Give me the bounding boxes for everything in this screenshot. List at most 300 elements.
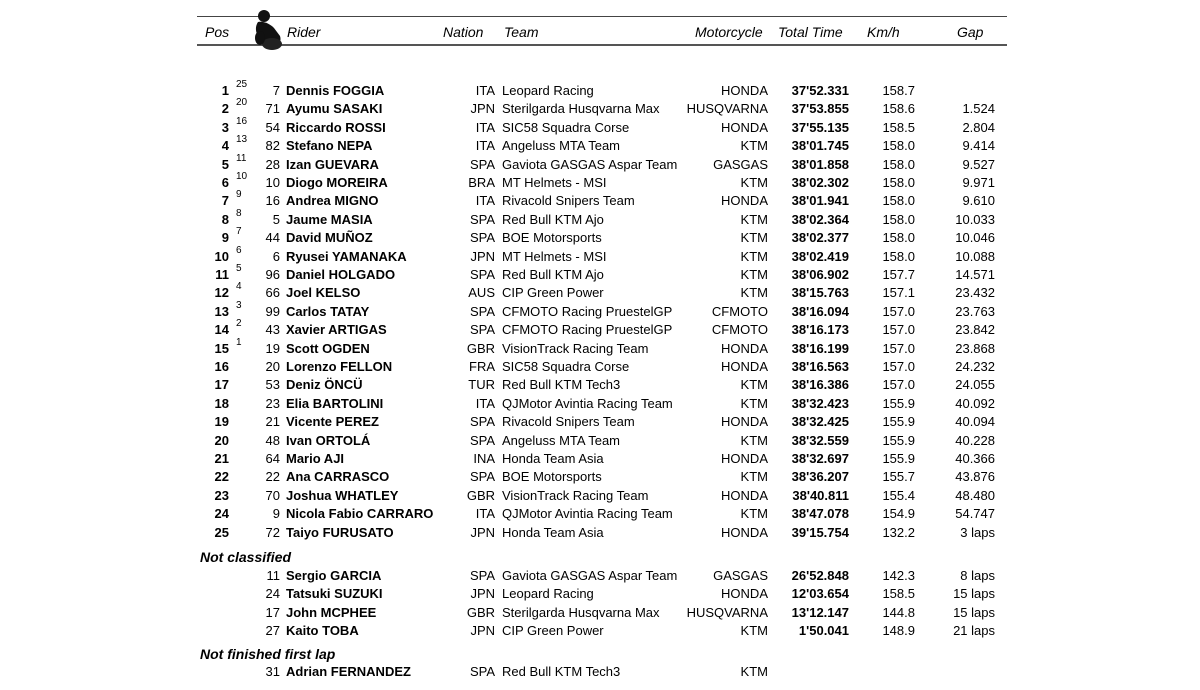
cell-rider: Daniel HOLGADO (286, 267, 396, 282)
cell-gap: 10.033 (955, 211, 995, 227)
cell-pos: 21 (214, 451, 229, 466)
table-row (0, 318, 1200, 339)
cell-time: 38'16.094 (791, 303, 849, 319)
cell-team: Angeluss MTA Team (502, 138, 621, 154)
cell-kmh: 154.9 (882, 506, 915, 522)
cell-pos: 17 (214, 377, 229, 393)
cell-num: 23 (265, 395, 280, 411)
cell-nation: ITA (475, 193, 495, 209)
cell-rider: Scott OGDEN (286, 340, 370, 356)
cell-nation: SPA (469, 211, 495, 227)
cell-pos: 9 (221, 230, 229, 246)
cell-time: 13'12.147 (791, 604, 849, 620)
cell-nation: JPN (470, 248, 495, 264)
cell-num: 9 (272, 506, 280, 522)
cell-nation: SPA (469, 432, 495, 448)
cell-num: 64 (265, 451, 280, 466)
cell-rider: Vicente PEREZ (286, 414, 379, 430)
cell-team: Leopard Racing (502, 83, 594, 98)
cell-motorcycle: KTM (740, 248, 768, 264)
cell-kmh: 158.0 (882, 193, 915, 209)
cell-num: 53 (265, 377, 280, 393)
cell-kmh: 148.9 (882, 623, 915, 639)
cell-gap: 10.046 (955, 230, 995, 246)
cell-pts: 9 (236, 189, 242, 201)
cell-pts: 7 (236, 226, 242, 238)
cell-motorcycle: GASGAS (713, 568, 768, 583)
table-row (0, 115, 1200, 137)
cell-rider: Ana CARRASCO (286, 469, 390, 485)
cell-team: Rivacold Snipers Team (502, 414, 635, 430)
cell-pos: 14 (214, 322, 229, 338)
cell-num: 22 (265, 469, 280, 485)
cell-time: 37'55.135 (791, 119, 849, 135)
table-row (0, 244, 1200, 266)
cell-nation: SPA (469, 322, 495, 338)
cell-kmh: 155.9 (882, 395, 915, 411)
table-row (0, 281, 1200, 302)
col-header-motorcycle: Motorcycle (695, 24, 763, 40)
cell-team: Gaviota GASGAS Aspar Team (502, 568, 678, 583)
cell-gap: 2.804 (962, 119, 995, 135)
cell-team: MT Helmets - MSI (502, 175, 607, 190)
cell-time: 38'06.902 (791, 267, 849, 282)
cell-kmh: 157.0 (882, 359, 915, 374)
cell-motorcycle: KTM (740, 395, 768, 411)
cell-time: 1'50.041 (798, 623, 849, 639)
cell-gap: 40.228 (955, 432, 995, 448)
cell-rider: Joel KELSO (286, 285, 361, 301)
cell-pos: 18 (214, 395, 229, 411)
cell-nation: SPA (469, 303, 495, 319)
cell-team: Gaviota GASGAS Aspar Team (502, 156, 678, 172)
cell-rider: Adrian FERNANDEZ (286, 664, 411, 679)
cell-team: Rivacold Snipers Team (502, 193, 635, 209)
cell-time: 38'02.364 (791, 211, 849, 227)
cell-team: QJMotor Avintia Racing Team (502, 506, 673, 522)
table-row (0, 376, 1200, 394)
table-row (0, 97, 1200, 118)
cell-num: 6 (272, 248, 280, 264)
cell-pts: 25 (236, 79, 248, 90)
col-header-rider: Rider (287, 24, 321, 40)
cell-gap: 8 laps (960, 568, 995, 583)
cell-nation: GBR (466, 340, 495, 356)
cell-gap: 23.763 (955, 303, 995, 319)
cell-gap: 48.480 (955, 487, 995, 503)
cell-gap: 40.366 (955, 451, 995, 466)
cell-time: 38'32.697 (791, 451, 849, 466)
cell-team: Leopard Racing (502, 586, 594, 602)
cell-rider: Mario AJI (286, 451, 345, 466)
cell-pos: 20 (214, 432, 229, 448)
cell-nation: AUS (468, 285, 495, 301)
cell-time: 12'03.654 (791, 586, 849, 602)
cell-time: 38'16.173 (791, 322, 849, 338)
cell-nation: JPN (470, 524, 495, 540)
cell-rider: Ayumu SASAKI (286, 101, 383, 117)
cell-nation: ITA (475, 395, 495, 411)
cell-pos: 22 (214, 469, 229, 485)
section-not-classified: Not classified (200, 549, 292, 565)
cell-motorcycle: HUSQVARNA (686, 604, 768, 620)
cell-rider: Carlos TATAY (286, 303, 370, 319)
cell-motorcycle: HONDA (721, 451, 768, 466)
cell-pts: 3 (236, 299, 242, 311)
cell-kmh: 157.0 (882, 340, 915, 356)
cell-pts: 4 (236, 281, 242, 293)
cell-kmh: 158.5 (882, 586, 915, 602)
cell-time: 38'32.425 (791, 414, 849, 430)
table-row (0, 487, 1200, 505)
cell-rider: Kaito TOBA (286, 623, 359, 639)
cell-team: BOE Motorsports (502, 230, 602, 246)
cell-time: 38'01.941 (791, 193, 849, 209)
cell-nation: INA (473, 451, 495, 466)
cell-pos: 15 (214, 340, 229, 356)
cell-gap: 9.527 (962, 156, 995, 172)
cell-motorcycle: HONDA (721, 524, 768, 540)
cell-nation: JPN (470, 101, 495, 117)
cell-num: 96 (265, 267, 280, 282)
cell-kmh: 155.9 (882, 451, 915, 466)
cell-num: 21 (265, 414, 280, 430)
cell-nation: SPA (469, 568, 495, 583)
cell-nation: JPN (470, 623, 495, 639)
cell-motorcycle: HONDA (721, 586, 768, 602)
cell-nation: TUR (468, 377, 495, 393)
cell-gap: 40.092 (955, 395, 995, 411)
cell-num: 72 (265, 524, 280, 540)
col-header-pos: Pos (205, 24, 230, 40)
cell-team: Red Bull KTM Tech3 (502, 377, 621, 393)
cell-rider: Taiyo FURUSATO (286, 524, 394, 540)
cell-rider: Nicola Fabio CARRARO (286, 506, 434, 522)
cell-kmh: 132.2 (882, 524, 915, 540)
cell-team: CIP Green Power (502, 285, 604, 301)
cell-team: CFMOTO Racing PruestelGP (502, 303, 673, 319)
cell-rider: Xavier ARTIGAS (286, 322, 387, 338)
cell-num: 70 (265, 487, 280, 503)
cell-motorcycle: CFMOTO (711, 322, 768, 338)
table-row (0, 524, 1200, 542)
cell-gap: 40.094 (955, 414, 995, 430)
cell-time: 39'15.754 (791, 524, 849, 540)
table-row (0, 226, 1200, 247)
cell-num: 44 (265, 230, 280, 246)
table-row (0, 336, 1200, 358)
cell-time: 38'02.419 (791, 248, 849, 264)
cell-rider: Stefano NEPA (286, 138, 373, 154)
cell-pos: 2 (221, 101, 229, 117)
cell-gap: 9.414 (962, 138, 995, 154)
cell-pos: 4 (221, 138, 229, 154)
cell-num: 82 (265, 138, 280, 154)
cell-time: 38'32.559 (791, 432, 849, 448)
cell-num: 19 (265, 340, 280, 356)
cell-gap: 3 laps (960, 524, 995, 540)
table-row (0, 505, 1200, 523)
col-header-kmh: Km/h (867, 24, 900, 40)
cell-motorcycle: KTM (740, 664, 768, 679)
cell-gap: 9.971 (962, 175, 995, 190)
cell-time: 38'02.377 (791, 230, 849, 246)
cell-nation: JPN (470, 586, 495, 602)
cell-num: 20 (265, 359, 280, 374)
cell-pts: 16 (236, 115, 248, 127)
cell-team: QJMotor Avintia Racing Team (502, 395, 673, 411)
table-row (0, 79, 1200, 100)
cell-motorcycle: KTM (740, 506, 768, 522)
cell-gap: 54.747 (955, 506, 995, 522)
cell-kmh: 158.0 (882, 211, 915, 227)
cell-team: VisionTrack Racing Team (502, 487, 649, 503)
cell-gap: 23.842 (955, 322, 995, 338)
cell-team: BOE Motorsports (502, 469, 602, 485)
cell-kmh: 157.7 (882, 267, 915, 282)
cell-motorcycle: KTM (740, 469, 768, 485)
cell-kmh: 157.0 (882, 322, 915, 338)
cell-kmh: 142.3 (882, 568, 915, 583)
cell-rider: Dennis FOGGIA (286, 83, 385, 98)
cell-time: 38'16.563 (791, 359, 849, 374)
cell-time: 37'52.331 (791, 83, 849, 98)
cell-time: 38'01.858 (791, 156, 849, 172)
cell-gap: 14.571 (955, 267, 995, 282)
cell-nation: BRA (468, 175, 495, 190)
cell-pos: 5 (221, 156, 229, 172)
table-row (0, 432, 1200, 450)
cell-time: 38'36.207 (791, 469, 849, 485)
cell-num: 5 (272, 211, 280, 227)
cell-team: Sterilgarda Husqvarna Max (502, 101, 660, 117)
cell-time: 38'40.811 (792, 487, 849, 503)
table-row (0, 299, 1200, 321)
cell-num: 17 (265, 604, 280, 620)
cell-time: 38'32.423 (791, 395, 849, 411)
cell-pos: 7 (221, 193, 229, 209)
cell-motorcycle: HUSQVARNA (686, 101, 768, 117)
cell-rider: Ryusei YAMANAKA (286, 248, 407, 264)
cell-pos: 19 (214, 414, 229, 430)
cell-motorcycle: HONDA (721, 487, 768, 503)
cell-num: 66 (265, 285, 280, 301)
cell-motorcycle: KTM (740, 175, 768, 190)
cell-pos: 11 (215, 267, 229, 282)
cell-kmh: 155.9 (882, 432, 915, 448)
table-row (0, 152, 1200, 174)
cell-gap: 23.868 (955, 340, 995, 356)
cell-motorcycle: KTM (740, 267, 768, 282)
cell-gap: 23.432 (955, 285, 995, 301)
cell-pos: 6 (221, 175, 229, 190)
cell-kmh: 157.0 (882, 303, 915, 319)
cell-rider: Jaume MASIA (286, 211, 373, 227)
col-header-team: Team (504, 24, 539, 40)
cell-time: 38'15.763 (791, 285, 849, 301)
cell-motorcycle: HONDA (721, 340, 768, 356)
cell-gap: 15 laps (953, 604, 995, 620)
cell-pos: 10 (214, 248, 229, 264)
col-header-nation: Nation (443, 24, 484, 40)
table-row (0, 567, 1200, 585)
cell-rider: Diogo MOREIRA (286, 175, 388, 190)
cell-num: 99 (265, 303, 280, 319)
table-row (0, 358, 1200, 376)
cell-num: 43 (265, 322, 280, 338)
cell-nation: ITA (475, 119, 495, 135)
cell-team: Honda Team Asia (502, 524, 604, 540)
section-not-finished: Not finished first lap (200, 646, 336, 662)
cell-rider: Sergio GARCIA (286, 568, 382, 583)
table-row (0, 413, 1200, 431)
cell-nation: SPA (469, 156, 495, 172)
cell-team: Red Bull KTM Ajo (502, 211, 604, 227)
table-row (0, 171, 1200, 192)
cell-time: 26'52.848 (791, 568, 849, 583)
cell-num: 24 (265, 586, 280, 602)
cell-motorcycle: KTM (740, 211, 768, 227)
cell-nation: SPA (469, 469, 495, 485)
cell-pos: 24 (214, 506, 229, 522)
cell-kmh: 158.0 (882, 175, 915, 190)
cell-pts: 6 (236, 244, 242, 256)
cell-motorcycle: KTM (740, 285, 768, 301)
cell-pts: 2 (236, 318, 242, 330)
cell-motorcycle: HONDA (721, 193, 768, 209)
cell-kmh: 158.0 (882, 156, 915, 172)
cell-num: 31 (265, 664, 280, 679)
cell-time: 38'16.199 (791, 340, 849, 356)
cell-kmh: 155.4 (882, 487, 915, 503)
cell-motorcycle: HONDA (721, 119, 768, 135)
cell-num: 71 (265, 101, 280, 117)
cell-rider: Joshua WHATLEY (286, 487, 399, 503)
cell-gap: 15 laps (953, 586, 995, 602)
cell-gap: 24.232 (955, 359, 995, 374)
cell-num: 48 (265, 432, 280, 448)
cell-pts: 5 (236, 263, 242, 274)
cell-nation: FRA (469, 359, 495, 374)
table-row (0, 604, 1200, 622)
cell-kmh: 155.9 (882, 414, 915, 430)
cell-team: VisionTrack Racing Team (502, 340, 649, 356)
cell-pos: 1 (221, 83, 229, 98)
cell-team: CFMOTO Racing PruestelGP (502, 322, 673, 338)
cell-team: Honda Team Asia (502, 451, 604, 466)
cell-num: 11 (266, 568, 280, 583)
cell-kmh: 158.5 (882, 119, 915, 135)
cell-motorcycle: HONDA (721, 83, 768, 98)
cell-kmh: 157.0 (882, 377, 915, 393)
cell-num: 10 (265, 175, 280, 190)
table-row (0, 468, 1200, 486)
cell-motorcycle: KTM (740, 623, 768, 639)
cell-motorcycle: KTM (740, 138, 768, 154)
cell-nation: ITA (475, 138, 495, 154)
cell-kmh: 158.0 (882, 138, 915, 154)
cell-pts: 13 (236, 134, 248, 146)
cell-pts: 1 (236, 336, 242, 348)
cell-nation: SPA (469, 664, 495, 679)
cell-rider: Andrea MIGNO (286, 193, 379, 209)
cell-num: 54 (265, 119, 280, 135)
cell-num: 27 (265, 623, 280, 639)
cell-gap: 1.524 (962, 101, 995, 117)
table-row (0, 134, 1200, 155)
cell-num: 16 (265, 193, 280, 209)
cell-motorcycle: HONDA (721, 359, 768, 374)
cell-gap: 9.610 (962, 193, 995, 209)
cell-pts: 20 (236, 97, 248, 109)
cell-nation: GBR (466, 604, 495, 620)
table-row (0, 663, 1200, 681)
cell-team: Red Bull KTM Ajo (502, 267, 604, 282)
cell-pos: 3 (221, 119, 229, 135)
cell-pts: 8 (236, 207, 242, 219)
table-row (0, 395, 1200, 413)
cell-team: SIC58 Squadra Corse (502, 359, 630, 374)
col-header-total-time: Total Time (778, 24, 843, 40)
cell-nation: SPA (469, 230, 495, 246)
cell-nation: GBR (466, 487, 495, 503)
table-row (0, 450, 1200, 468)
table-row (0, 585, 1200, 603)
cell-gap: 21 laps (953, 623, 995, 639)
cell-gap: 43.876 (955, 469, 995, 485)
cell-team: Red Bull KTM Tech3 (502, 664, 621, 679)
cell-motorcycle: GASGAS (713, 156, 768, 172)
col-header-gap: Gap (957, 24, 984, 40)
cell-nation: ITA (475, 83, 495, 98)
cell-rider: Ivan ORTOLÁ (286, 432, 371, 448)
cell-gap: 10.088 (955, 248, 995, 264)
cell-rider: Riccardo ROSSI (286, 119, 386, 135)
cell-rider: David MUÑOZ (286, 230, 373, 246)
cell-kmh: 158.6 (882, 101, 915, 117)
cell-kmh: 158.7 (882, 83, 915, 98)
cell-rider: Deniz ÖNCÜ (286, 377, 363, 393)
cell-rider: John MCPHEE (286, 604, 377, 620)
cell-num: 28 (265, 156, 280, 172)
cell-pos: 16 (214, 359, 229, 374)
cell-time: 37'53.855 (791, 101, 849, 117)
table-row (0, 189, 1200, 210)
cell-time: 38'16.386 (791, 377, 849, 393)
cell-num: 7 (272, 83, 280, 98)
cell-rider: Elia BARTOLINI (286, 395, 384, 411)
cell-time: 38'47.078 (791, 506, 849, 522)
cell-pos: 25 (214, 524, 229, 540)
cell-rider: Izan GUEVARA (286, 156, 379, 172)
table-row (0, 622, 1200, 640)
cell-motorcycle: HONDA (721, 414, 768, 430)
table-row (0, 263, 1200, 284)
cell-motorcycle: CFMOTO (711, 303, 768, 319)
cell-rider: Tatsuki SUZUKI (286, 586, 383, 602)
cell-nation: SPA (469, 267, 495, 282)
cell-kmh: 158.0 (882, 230, 915, 246)
cell-time: 38'02.302 (791, 175, 849, 190)
cell-gap: 24.055 (955, 377, 995, 393)
cell-team: Angeluss MTA Team (502, 432, 621, 448)
cell-nation: SPA (469, 414, 495, 430)
cell-pos: 12 (214, 285, 229, 301)
cell-kmh: 158.0 (882, 248, 915, 264)
cell-team: CIP Green Power (502, 623, 604, 639)
cell-motorcycle: KTM (740, 230, 768, 246)
cell-team: SIC58 Squadra Corse (502, 119, 630, 135)
